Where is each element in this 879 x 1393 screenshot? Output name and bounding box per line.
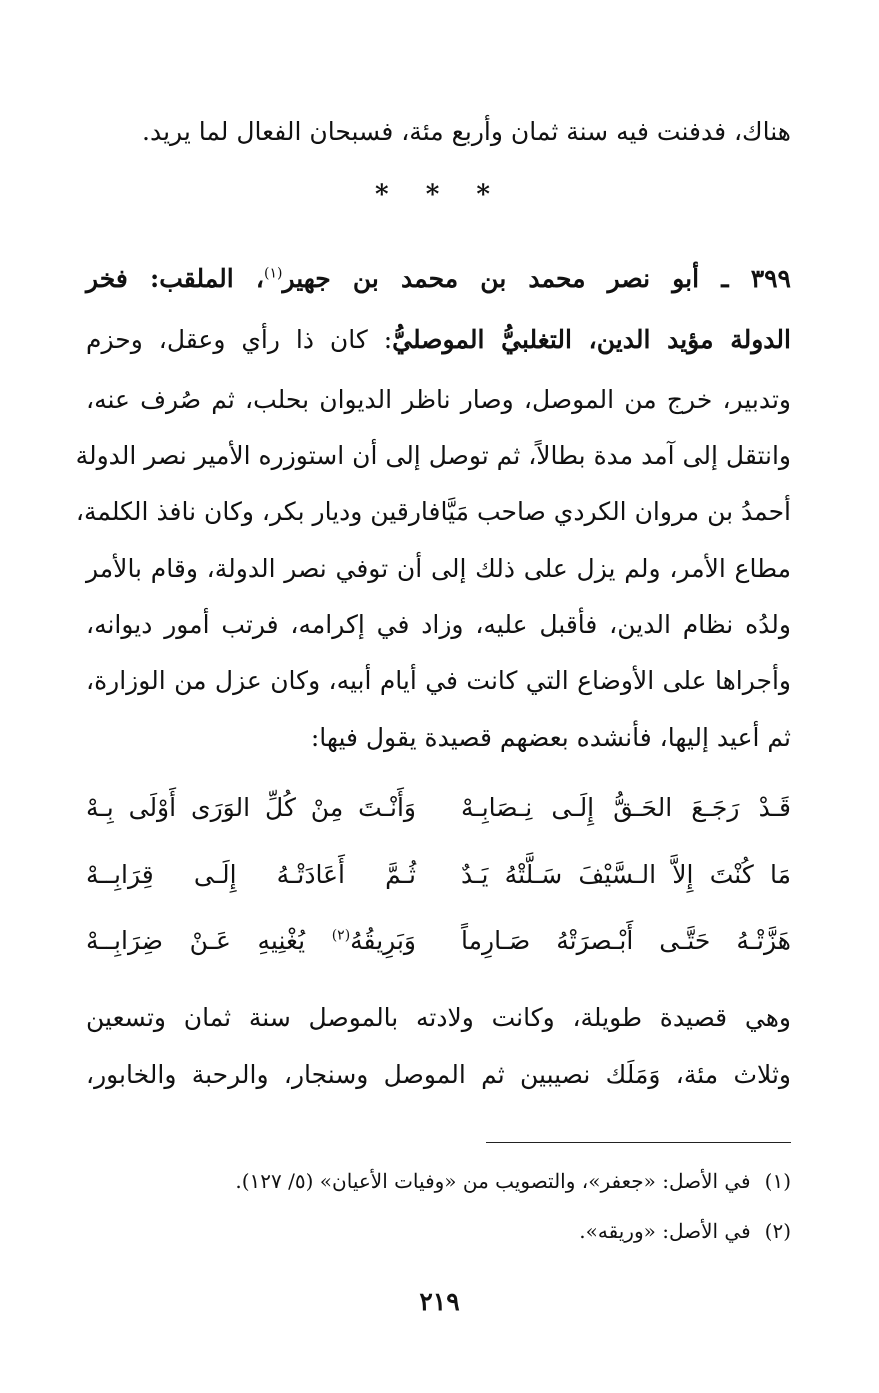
entry-heading: [86, 259, 791, 299]
verse-first-hemistich: مَا كُنْتَ إِلاَّ الـسَّيْفَ سَـلَّتْهُ يَـدٌ: [461, 860, 791, 889]
verse-second-hemistich: [86, 919, 416, 963]
body-line: وثلاث مئة، وَمَلَك نصيبين ثم الموصل وسنجار، والرحبة والخابور،: [86, 1060, 791, 1089]
entry-number-name: ٣٩٩ ـ أبو نصر محمد بن محمد بن جهير: [282, 264, 791, 293]
entry-title-rest: الدولة مؤيد الدين، التغلبيُّ الموصليُّ: [392, 325, 791, 354]
footnote-ref-1: (١): [263, 265, 283, 282]
body-line: ولدُه نظام الدين، فأقبل عليه، وزاد في إكرامه، فرتب أمور ديوانه،: [86, 610, 791, 639]
footnote-text: في الأصل: «جعفر»، والتصويب من «وفيات الأعيان» (٥/ ١٢٧).: [235, 1169, 751, 1193]
page-number: ٢١٩: [419, 1287, 460, 1316]
entry-line-2: [86, 320, 791, 360]
verse-rest: يُغْنِيهِ عَـنْ ضِرَابِــهْ: [86, 926, 332, 955]
footnote: [86, 1215, 791, 1247]
footnote-text: في الأصل: «وريقه».: [579, 1219, 751, 1243]
body-line: ثم أعيد إليها، فأنشده بعضهم قصيدة يقول فيها:: [310, 723, 791, 752]
body-line: وانتقل إلى آمد مدة بطالاً، ثم توصل إلى أن استوزره الأمير نصر الدولة: [75, 441, 791, 470]
verse-first-hemistich: هَزَّتْـهُ حَتَّـى أَبْـصرَتْهُ صَـارِماً: [461, 926, 791, 955]
poem-verse: [86, 919, 791, 963]
footnote-number: (١): [764, 1169, 791, 1193]
verse-word: وَبَرِيقُهُ: [350, 926, 416, 955]
body-line: مطاع الأمر، ولم يزل على ذلك إلى أن توفي نصر الدولة، وقام بالأمر: [86, 554, 791, 583]
verse-second-hemistich: ثُـمَّ أَعَادَتْـهُ إِلَـى قِرَابِــهْ: [86, 860, 416, 889]
body-line: وتدبير، خرج من الموصل، وصار ناظر الديوان بحلب، ثم صُرف عنه،: [86, 385, 791, 414]
footnote-number: (٢): [764, 1219, 791, 1243]
body-line: أحمدُ بن مروان الكردي صاحب مَيَّافارقين وديار بكر، وكان نافذ الكلمة،: [75, 497, 791, 526]
body-line: وأجراها على الأوضاع التي كانت في أيام أبيه، وكان عزل من الوزارة،: [86, 666, 791, 695]
entry-title-part: ، الملقب: فخر: [86, 264, 264, 293]
verse-first-hemistich: قَـدْ رَجَـعَ الحَـقُّ إِلَـى نِـصَابِـهْ: [461, 793, 791, 822]
footnote-rule: [486, 1142, 791, 1143]
entry-line-2-text: : كان ذا رأي وعقل، وحزم: [86, 325, 393, 354]
footnote-ref-2: (٢): [331, 927, 351, 944]
footnote: [86, 1165, 791, 1197]
body-line: وهي قصيدة طويلة، وكانت ولادته بالموصل سنة ثمان وتسعين: [86, 1003, 791, 1032]
poem-verse: [86, 786, 791, 830]
verse-second-hemistich: وَأَنْـتَ مِنْ كُلِّ الوَرَى أَوْلَى بِـهْ: [86, 793, 416, 822]
section-separator: * * *: [375, 180, 504, 210]
opening-line: هناك، فدفنت فيه سنة ثمان وأربع مئة، فسبحان الفعال لما يريد.: [142, 117, 791, 146]
poem-verse: [86, 853, 791, 897]
